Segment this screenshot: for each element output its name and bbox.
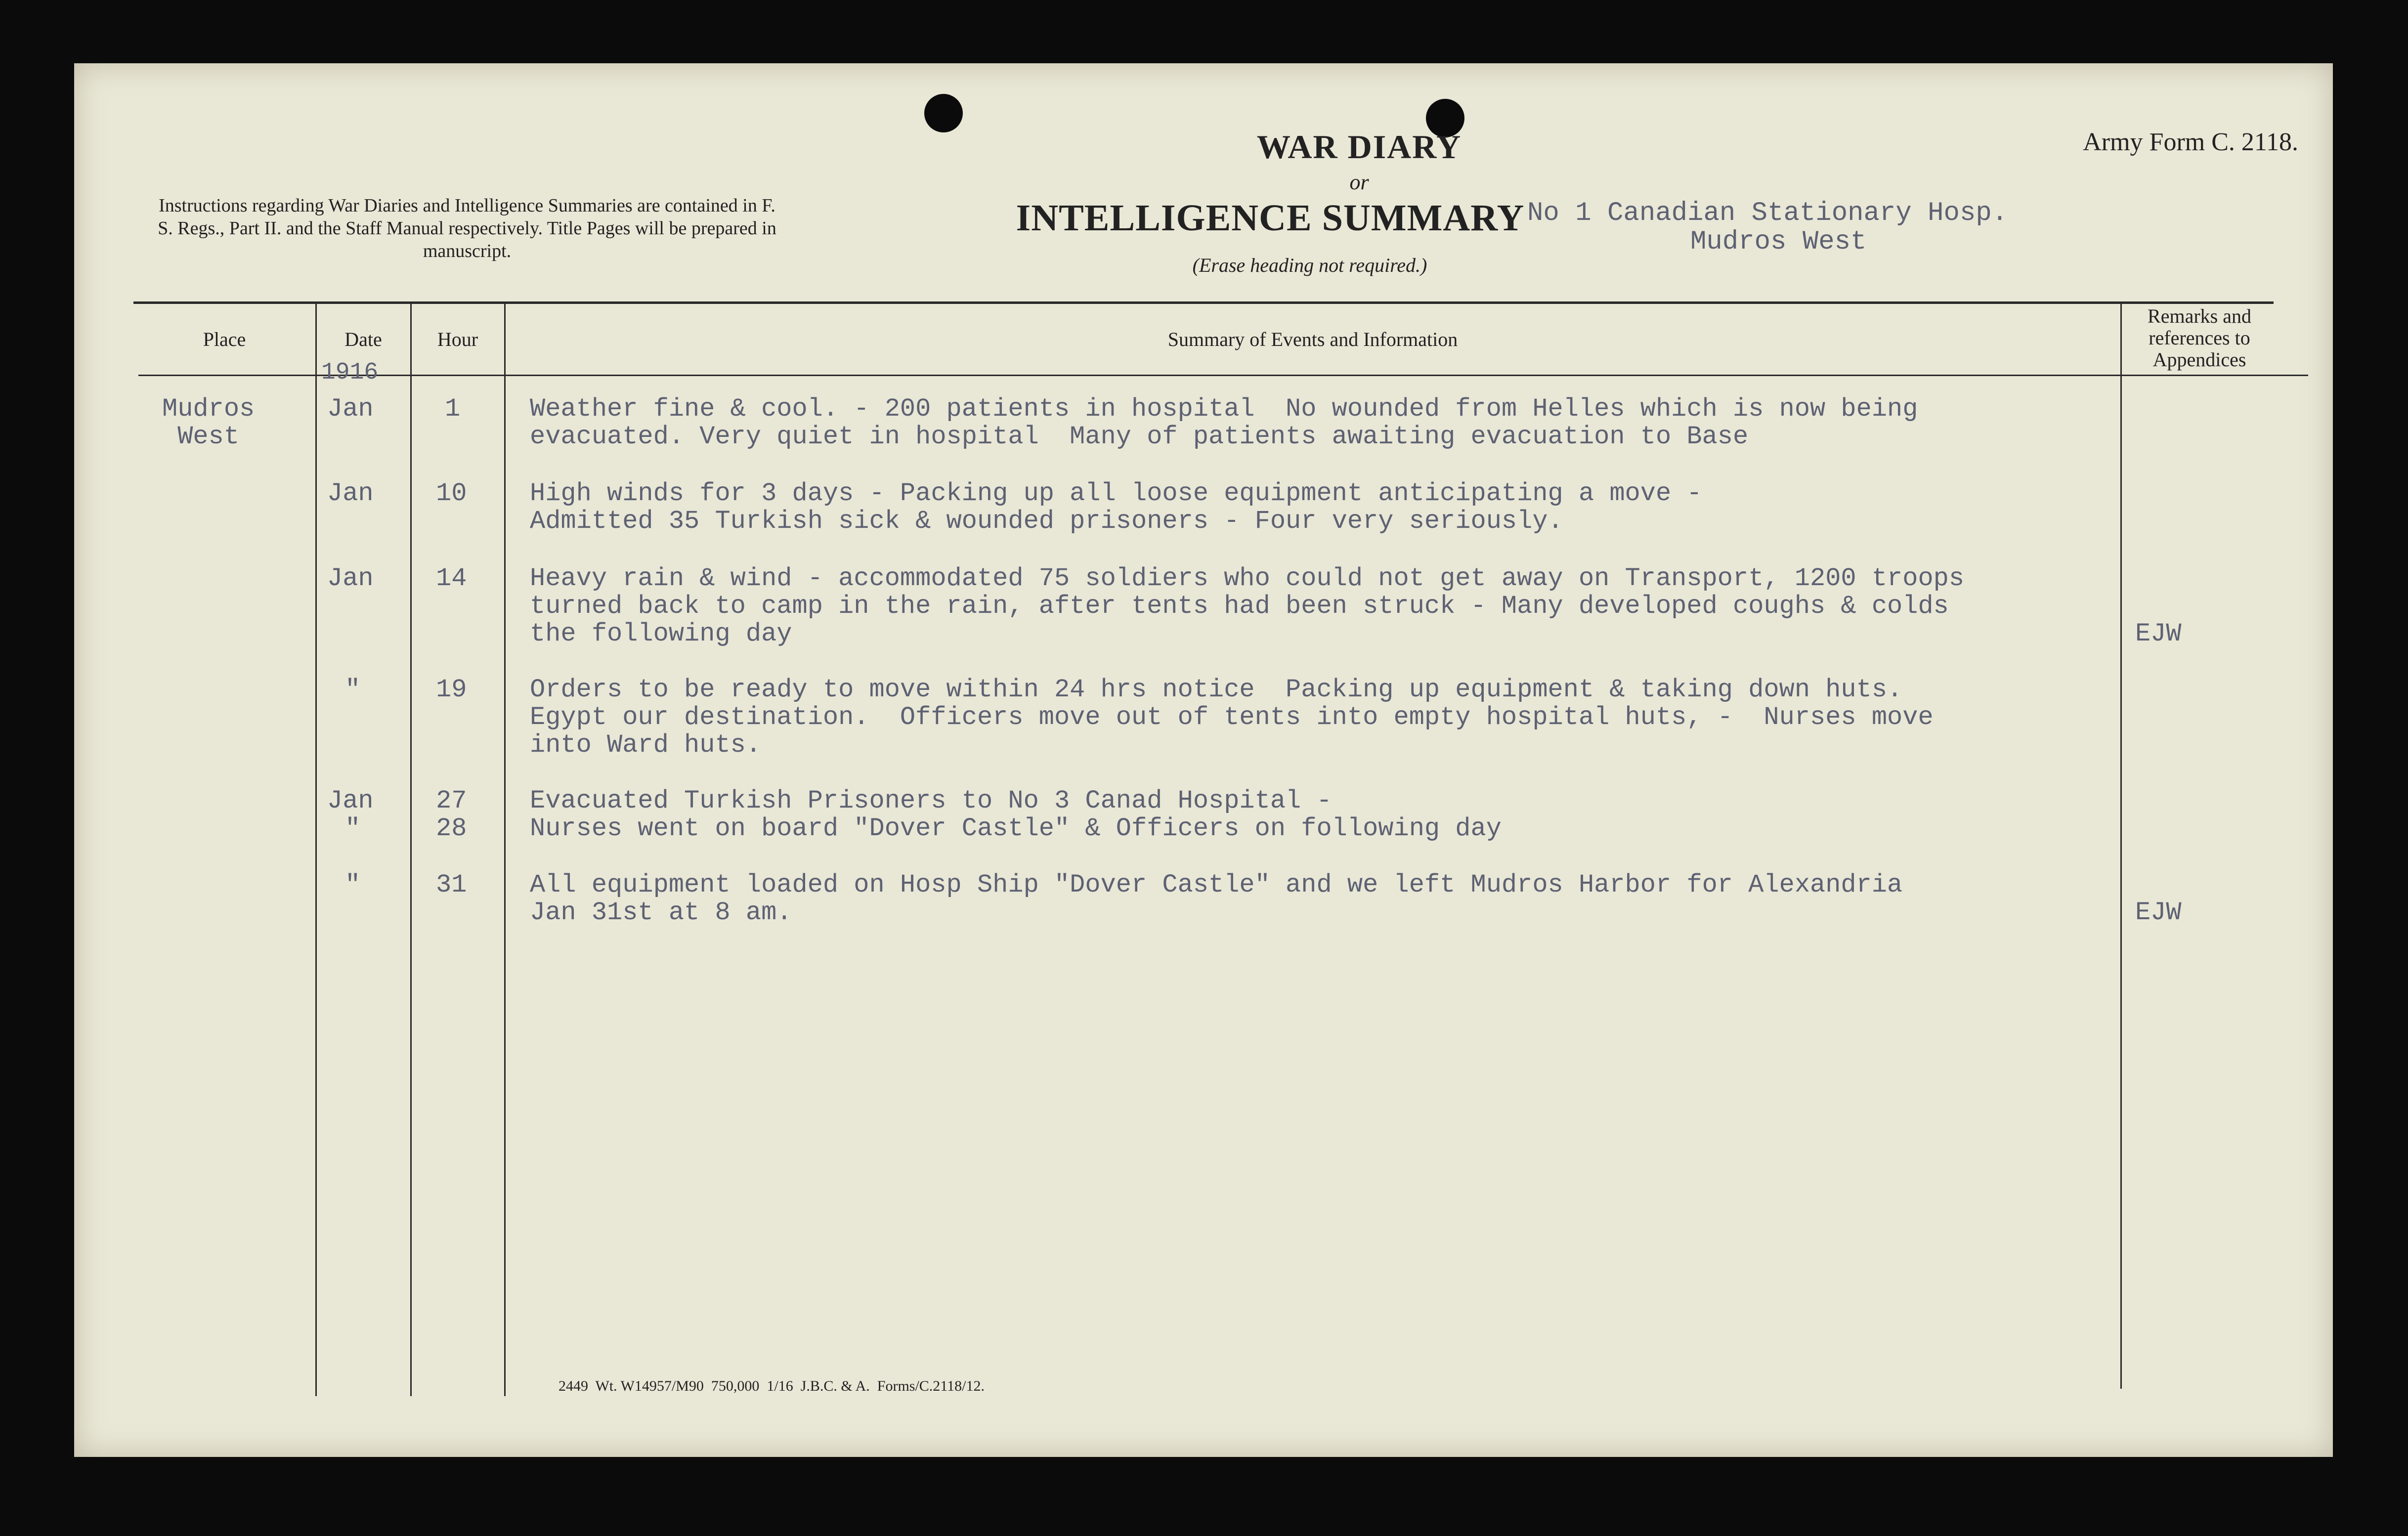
column-divider-place: [315, 301, 317, 1396]
punch-hole-left: [924, 94, 963, 132]
war-diary-sheet: [74, 63, 2333, 1457]
entry-line: Nurses went on board "Dover Castle" & Officers on following day: [530, 814, 1502, 843]
title-intelligence-summary: INTELLIGENCE SUMMARY: [1016, 197, 1525, 239]
table-header-rule: [138, 375, 2308, 376]
army-form-number: Army Form C. 2118.: [2083, 128, 2298, 156]
entry-month: Jan: [327, 786, 374, 815]
place-line-1: Mudros: [162, 394, 255, 424]
unit-line-2: Mudros West: [1690, 227, 1867, 257]
entry-day: 10: [436, 479, 467, 508]
entry-month: Jan: [327, 479, 374, 508]
entry-month: ": [345, 870, 361, 899]
column-header-hour: Hour: [437, 328, 478, 350]
entry-line: Jan 31st at 8 am.: [530, 898, 792, 927]
table-top-rule: [133, 301, 2274, 304]
column-divider-hour: [504, 301, 506, 1396]
entry-month: ": [345, 814, 361, 843]
entry-day: 27: [436, 786, 467, 815]
unit-name: [1527, 199, 2008, 256]
column-divider-summary: [2120, 301, 2122, 1389]
instructions-note: Instructions regarding War Diaries and Intelligence Summaries are contained in F. S. Regs., Part II. and the Staff Manual respectively. Title Pages will be prepared in manuscript.: [158, 195, 776, 261]
entry-line: Evacuated Turkish Prisoners to No 3 Canad Hospital -: [530, 786, 1332, 815]
place-line-2: West: [177, 422, 240, 451]
entry-line: evacuated. Very quiet in hospital Many of patients awaiting evacuation to Base: [530, 422, 1749, 451]
year-label: 1916: [321, 359, 379, 386]
entry-month: Jan: [327, 564, 374, 593]
column-header-summary: Summary of Events and Information: [1167, 328, 1458, 350]
entry-day: 14: [436, 564, 467, 593]
entry-month: ": [345, 675, 361, 704]
entry-day: 31: [436, 870, 467, 899]
erase-heading-note: (Erase heading not required.): [1192, 254, 1427, 276]
column-header-remarks: Remarks and references to Appendices: [2148, 305, 2251, 371]
entry-line: turned back to camp in the rain, after tents had been struck - Many developed coughs & colds: [530, 592, 1949, 621]
entry-remark: EJW: [2135, 898, 2182, 927]
entry-line: High winds for 3 days - Packing up all loose equipment anticipating a move -: [530, 479, 1702, 508]
entry-line: into Ward huts.: [530, 730, 762, 760]
entry-remark: EJW: [2135, 619, 2182, 648]
column-header-date: Date: [344, 328, 382, 350]
entry-month: Jan: [327, 394, 374, 424]
title-or: or: [1349, 170, 1369, 194]
entry-line: Admitted 35 Turkish sick & wounded prisoners - Four very seriously.: [530, 507, 1563, 536]
entry-line: Egypt our destination. Officers move out of tents into empty hospital huts, - Nurses move: [530, 703, 1934, 732]
column-divider-date: [410, 301, 412, 1396]
entry-line: Weather fine & cool. - 200 patients in hospital No wounded from Helles which is now being: [530, 394, 1918, 424]
print-footer: 2449 Wt. W14957/M90 750,000 1/16 J.B.C. & A. Forms/C.2118/12.: [559, 1378, 985, 1394]
column-header-place: Place: [203, 328, 246, 350]
title-war-diary: WAR DIARY: [1256, 128, 1462, 166]
entry-day: 28: [436, 814, 467, 843]
entry-line: the following day: [530, 619, 792, 648]
entry-line: All equipment loaded on Hosp Ship "Dover Castle" and we left Mudros Harbor for Alexandria: [530, 870, 1903, 899]
unit-line-1: No 1 Canadian Stationary Hosp.: [1527, 198, 2008, 228]
entry-line: Orders to be ready to move within 24 hrs notice Packing up equipment & taking down huts.: [530, 675, 1903, 704]
place-entry: [162, 395, 255, 451]
entry-day: 1: [445, 394, 461, 424]
entry-line: Heavy rain & wind - accommodated 75 soldiers who could not get away on Transport, 1200 troops: [530, 564, 1965, 593]
entry-day: 19: [436, 675, 467, 704]
